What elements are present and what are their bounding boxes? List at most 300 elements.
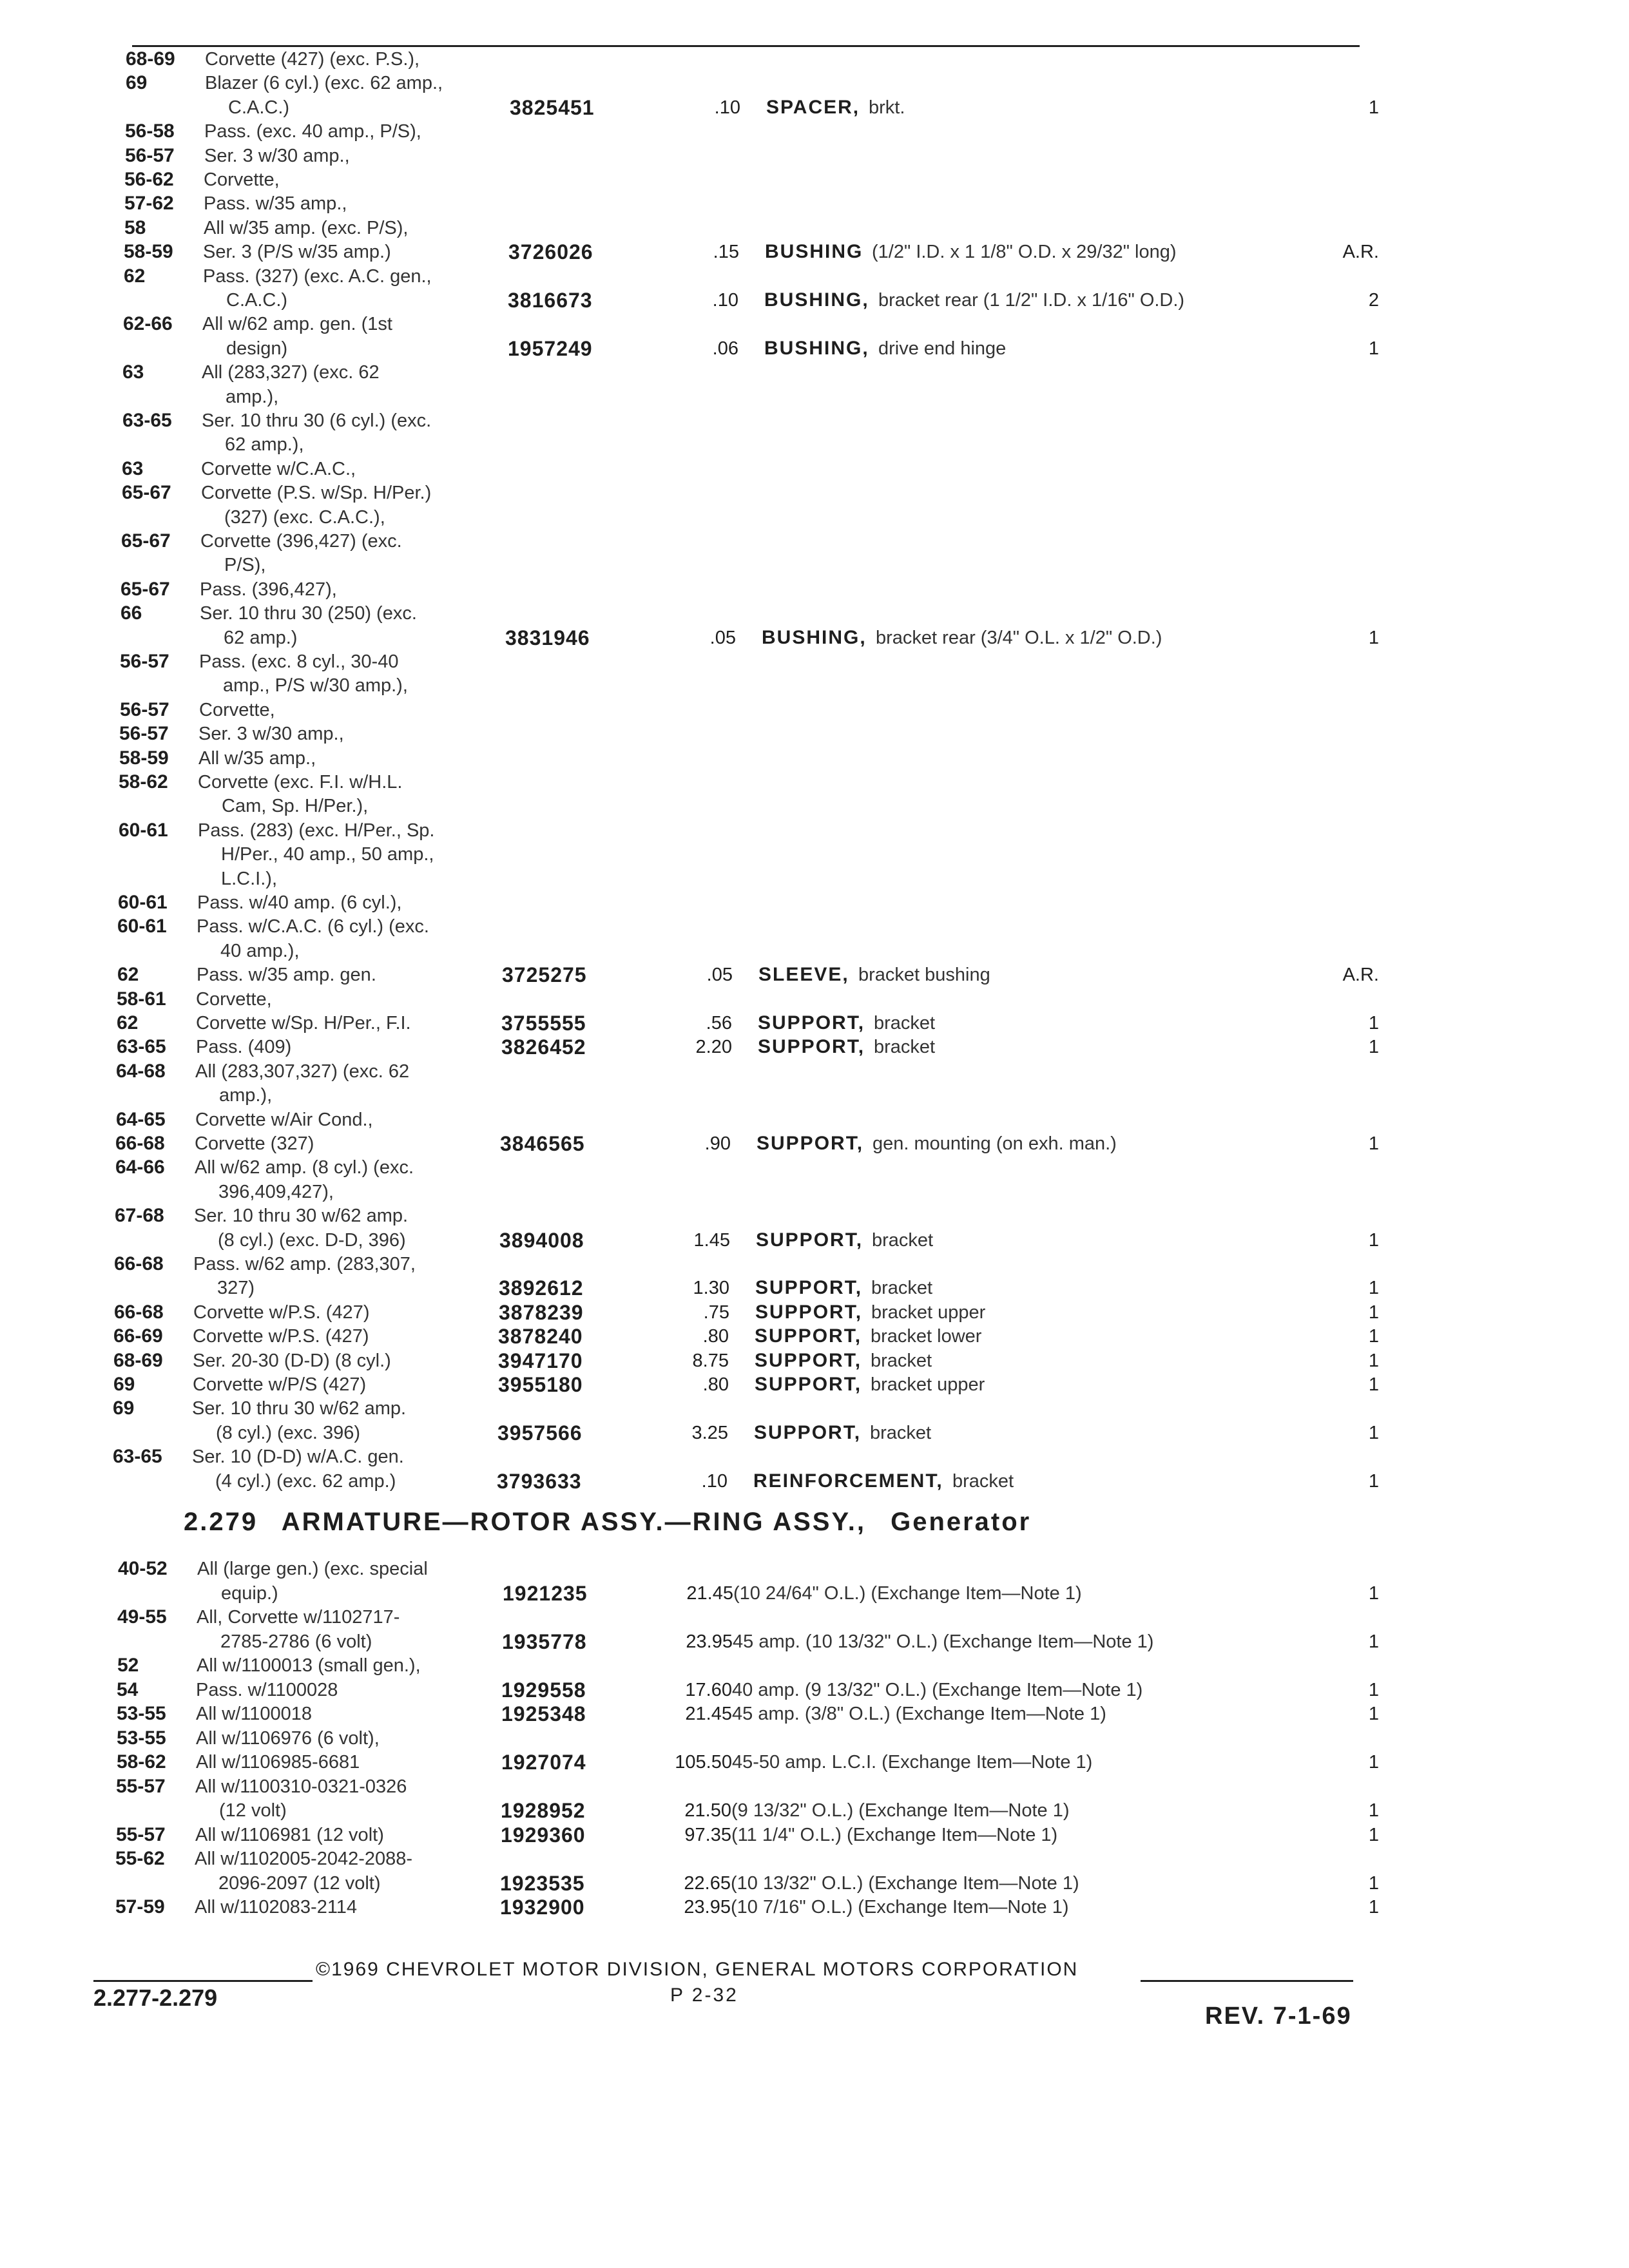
row-description: All w/62 amp. (8 cyl.) (exc. [195, 1157, 414, 1178]
row-part-spec: bracket bushing [858, 965, 990, 986]
row-price: 105.50 [675, 1752, 732, 1773]
row-part-number: 1935778 [502, 1629, 587, 1653]
table-row [0, 167, 1629, 193]
table-row [0, 1581, 1629, 1606]
table-row [0, 1059, 1629, 1084]
row-years: 40-52 [118, 1558, 168, 1579]
footer-rule-left [93, 1980, 313, 1982]
row-years: 58-62 [119, 771, 168, 793]
row-description: Ser. 3 (P/S w/35 amp.) [203, 242, 391, 263]
table-row [0, 432, 1629, 457]
row-description: Corvette (327) [195, 1133, 314, 1154]
row-quantity: 1 [1368, 1229, 1379, 1251]
row-description: C.A.C.) [228, 97, 290, 118]
row-part-name: SUPPORT, [758, 1036, 865, 1058]
row-description: L.C.I.), [221, 868, 278, 889]
row-part-spec: bracket [952, 1470, 1014, 1492]
row-description: Corvette w/Sp. H/Per., F.I. [196, 1013, 411, 1033]
row-description: Ser. 20-30 (D-D) (8 cyl.) [193, 1350, 391, 1371]
row-description: Pass. (327) (exc. A.C. gen., [203, 265, 432, 287]
row-description: (4 cyl.) (exc. 62 amp.) [215, 1470, 396, 1492]
row-part-number: 3947170 [498, 1349, 583, 1372]
table-row [0, 70, 1629, 96]
row-quantity: A.R. [1342, 965, 1379, 986]
table-row [0, 986, 1629, 1012]
row-price: .80 [702, 1326, 729, 1347]
row-quantity: 1 [1368, 1752, 1379, 1773]
row-years: 55-62 [115, 1848, 165, 1869]
row-part-spec: (10 7/16" O.L.) (Exchange Item—Note 1) [731, 1897, 1069, 1917]
table-row [0, 866, 1629, 892]
row-description: Pass. (exc. 8 cyl., 30-40 [199, 651, 399, 672]
row-part-number: 1929360 [501, 1823, 586, 1847]
row-years: 57-59 [115, 1896, 165, 1917]
table-row [0, 1822, 1629, 1848]
row-part-name: BUSHING [765, 241, 863, 263]
row-price: .10 [701, 1470, 728, 1492]
table-row [0, 1444, 1629, 1470]
row-price: .15 [713, 242, 739, 263]
row-quantity: 1 [1368, 1133, 1379, 1154]
table-row [0, 1629, 1629, 1655]
table-row [0, 215, 1629, 241]
row-part-spec: 45 amp. (3/8" O.L.) (Exchange Item—Note 1) [732, 1704, 1106, 1724]
table-row [0, 649, 1629, 675]
row-description: amp.), [226, 386, 279, 407]
table-row [0, 456, 1629, 482]
table-row [0, 191, 1629, 216]
row-description: All w/35 amp. (exc. P/S), [204, 217, 409, 238]
row-description: All w/1102005-2042-2088- [195, 1849, 413, 1869]
row-years: 63-65 [113, 1446, 162, 1468]
table-row [0, 625, 1629, 651]
row-description: amp.), [219, 1085, 273, 1106]
table-row [0, 1203, 1629, 1229]
row-price: 23.95 [686, 1631, 733, 1652]
row-part-name: BUSHING, [762, 626, 867, 648]
row-years: 58-62 [117, 1751, 166, 1773]
row-part-number: 1925348 [501, 1702, 586, 1725]
table-row [0, 890, 1629, 916]
row-part-spec: 45 amp. (10 13/32" O.L.) (Exchange Item—Note 1) [733, 1631, 1154, 1652]
row-years: 64-68 [116, 1060, 166, 1082]
table-row [0, 408, 1629, 434]
row-price: .10 [712, 290, 738, 311]
row-years: 63-65 [122, 410, 172, 431]
row-part-spec: bracket [871, 1350, 932, 1371]
row-years: 58-59 [119, 747, 169, 769]
table-row [0, 1798, 1629, 1823]
row-description: 40 amp.), [220, 940, 300, 961]
row-part-name: SUPPORT, [755, 1301, 863, 1323]
row-part-spec: drive end hinge [878, 338, 1007, 359]
row-description: Ser. 3 w/30 amp., [204, 145, 350, 166]
row-quantity: 1 [1368, 97, 1379, 118]
row-part-number: 3793633 [497, 1469, 582, 1493]
table-row [0, 793, 1629, 819]
table-row [0, 239, 1629, 265]
row-description: (8 cyl.) (exc. D-D, 396) [218, 1229, 406, 1251]
row-years: 66-68 [115, 1133, 165, 1154]
row-description: Ser. 10 thru 30 w/62 amp. [192, 1398, 407, 1419]
row-description: Ser. 10 thru 30 (250) (exc. [200, 603, 417, 624]
row-description: (8 cyl.) (exc. 396) [216, 1422, 360, 1443]
row-years: 62 [117, 1012, 139, 1033]
row-years: 68-69 [126, 48, 175, 70]
row-description: Corvette w/C.A.C., [201, 458, 356, 479]
row-description: Corvette w/P/S (427) [193, 1374, 367, 1395]
row-years: 55-57 [116, 1823, 166, 1845]
row-years: 62-66 [123, 313, 173, 335]
row-part-number: 3725275 [502, 963, 587, 987]
row-years: 68-69 [113, 1349, 163, 1371]
row-price: .75 [703, 1302, 729, 1323]
row-description: 2096-2097 (12 volt) [218, 1872, 381, 1894]
row-part-number: 3726026 [508, 240, 593, 264]
row-description: 327) [217, 1278, 255, 1299]
section-title: ARMATURE—ROTOR ASSY.—RING ASSY., [281, 1508, 866, 1536]
section-number: 2.279 [184, 1508, 258, 1536]
row-part-spec: (11 1/4" O.L.) (Exchange Item—Note 1) [731, 1824, 1058, 1845]
row-quantity: 2 [1368, 290, 1379, 311]
row-years: 58-59 [124, 241, 173, 263]
row-years: 53-55 [117, 1703, 166, 1724]
table-row [0, 1107, 1629, 1133]
row-part-name: SUPPORT, [755, 1349, 862, 1371]
row-price: 8.75 [692, 1350, 729, 1371]
row-description: All w/1106981 (12 volt) [195, 1824, 384, 1845]
row-description: All (283,327) (exc. 62 [202, 362, 380, 383]
row-part-spec: bracket upper [871, 1302, 986, 1323]
table-row [0, 1556, 1629, 1582]
row-part-spec: bracket [870, 1422, 932, 1443]
row-description: Corvette w/P.S. (427) [193, 1302, 370, 1323]
row-part-name: REINFORCEMENT, [753, 1470, 943, 1492]
table-row [0, 673, 1629, 698]
row-description: 396,409,427), [218, 1181, 334, 1202]
row-part-spec: bracket [874, 1037, 936, 1058]
row-part-spec: bracket upper [871, 1374, 985, 1395]
table-row [0, 1653, 1629, 1678]
row-part-name: SUPPORT, [758, 1012, 865, 1033]
row-quantity: 1 [1368, 1631, 1379, 1652]
row-part-number: 1921235 [503, 1581, 588, 1605]
table-row [0, 311, 1629, 337]
row-description: 62 amp.) [224, 627, 298, 648]
table-row [0, 1677, 1629, 1703]
row-description: Pass. w/1100028 [196, 1679, 338, 1700]
row-part-name: SPACER, [766, 96, 860, 118]
row-years: 58-61 [117, 988, 166, 1010]
row-price: 23.95 [684, 1897, 731, 1917]
row-part-number: 3755555 [501, 1012, 586, 1035]
row-part-spec: bracket [874, 1013, 936, 1033]
row-description: Corvette w/P.S. (427) [193, 1326, 369, 1347]
row-price: .10 [714, 97, 740, 118]
row-description: All w/1102083-2114 [195, 1897, 358, 1917]
row-quantity: 1 [1368, 1278, 1379, 1299]
row-description: Cam, Sp. H/Per.), [222, 796, 369, 817]
row-years: 56-57 [120, 651, 169, 672]
table-row [0, 1372, 1629, 1398]
row-part-spec: (10 13/32" O.L.) (Exchange Item—Note 1) [731, 1872, 1079, 1894]
row-part-number: 1928952 [501, 1799, 586, 1822]
table-row [0, 1894, 1629, 1920]
row-years: 64-66 [115, 1157, 165, 1178]
row-description: (12 volt) [219, 1800, 287, 1821]
row-description: Corvette (396,427) (exc. [200, 531, 402, 552]
row-description: Ser. 10 thru 30 w/62 amp. [194, 1206, 409, 1227]
row-years: 56-58 [125, 120, 175, 142]
footer-rule-right [1141, 1980, 1353, 1982]
row-description: Pass. (396,427), [200, 579, 337, 600]
row-description: Pass. (409) [196, 1037, 292, 1058]
table-row [0, 143, 1629, 169]
table-row [0, 818, 1629, 843]
row-years: 62 [117, 964, 139, 986]
row-description: All w/1100310-0321-0326 [195, 1776, 407, 1797]
row-years: 66 [120, 602, 142, 624]
row-price: .06 [712, 338, 738, 359]
row-part-number: 3826452 [501, 1035, 586, 1059]
row-part-spec: (10 24/64" O.L.) (Exchange Item—Note 1) [733, 1582, 1082, 1604]
table-row [0, 721, 1629, 747]
row-price: .56 [706, 1013, 732, 1033]
section-subtitle: Generator [891, 1508, 1032, 1536]
row-description: Corvette, [199, 699, 275, 720]
table-row [0, 1846, 1629, 1872]
row-description: Ser. 10 thru 30 (6 cyl.) (exc. [202, 410, 432, 431]
row-part-name: SUPPORT, [756, 1229, 863, 1251]
row-years: 63 [122, 361, 144, 383]
row-part-spec: bracket rear (1 1/2" I.D. x 1/16" O.D.) [878, 290, 1185, 311]
row-quantity: A.R. [1342, 242, 1379, 263]
row-description: Blazer (6 cyl.) (exc. 62 amp., [205, 73, 443, 94]
row-description: 2785-2786 (6 volt) [220, 1631, 372, 1652]
row-part-name: SUPPORT, [755, 1277, 863, 1299]
row-part-number: 3878240 [498, 1325, 583, 1349]
row-years: 54 [117, 1678, 139, 1700]
table-row [0, 1870, 1629, 1896]
row-description: Corvette (P.S. w/Sp. H/Per.) [201, 483, 432, 504]
row-years: 69 [113, 1374, 135, 1395]
row-description: 62 amp.), [225, 434, 304, 456]
row-years: 56-57 [119, 723, 169, 745]
row-description: All w/35 amp., [198, 747, 316, 769]
row-quantity: 1 [1368, 338, 1379, 359]
row-quantity: 1 [1368, 1037, 1379, 1058]
row-price: .05 [706, 965, 733, 986]
row-description: C.A.C.) [226, 290, 288, 311]
row-years: 56-57 [120, 698, 169, 720]
row-quantity: 1 [1368, 1897, 1379, 1917]
table-row [0, 528, 1629, 554]
row-years: 65-67 [120, 578, 170, 600]
row-years: 67-68 [115, 1205, 164, 1227]
table-row [0, 46, 1629, 72]
row-part-number: 3831946 [505, 626, 590, 649]
table-row [0, 1749, 1629, 1775]
table-row [0, 480, 1629, 506]
row-part-name: SLEEVE, [758, 964, 849, 986]
row-description: All w/1100018 [196, 1704, 313, 1724]
row-description: P/S), [224, 555, 266, 576]
row-years: 55-57 [116, 1775, 166, 1797]
table-row [0, 1082, 1629, 1108]
table-row [0, 1323, 1629, 1349]
row-price: .80 [702, 1374, 729, 1395]
table-row [0, 1701, 1629, 1727]
row-years: 56-62 [124, 169, 174, 190]
row-description: Ser. 10 (D-D) w/A.C. gen. [192, 1446, 404, 1468]
section-heading [184, 1508, 1046, 1537]
footer-copyright: ©1969 CHEVROLET MOTOR DIVISION, GENERAL MOTORS CORPORATION [316, 1959, 1079, 1980]
row-part-name: BUSHING, [764, 337, 869, 359]
row-quantity: 1 [1368, 627, 1379, 648]
table-row [0, 264, 1629, 289]
row-description: Corvette (427) (exc. P.S.), [205, 49, 420, 70]
row-part-number: 3892612 [499, 1276, 584, 1300]
row-description: Corvette w/Air Cond., [195, 1109, 373, 1130]
table-row [0, 1034, 1629, 1060]
table-row [0, 769, 1629, 795]
row-quantity: 1 [1368, 1422, 1379, 1443]
row-years: 57-62 [124, 193, 174, 215]
row-quantity: 1 [1368, 1470, 1379, 1492]
table-row [0, 914, 1629, 939]
row-years: 66-69 [113, 1325, 163, 1347]
row-description: Pass. w/40 amp. (6 cyl.), [197, 892, 402, 913]
row-price: .90 [704, 1133, 731, 1154]
table-row [0, 505, 1629, 530]
footer-revision: REV. 7-1-69 [1205, 2003, 1352, 2030]
table-row [0, 336, 1629, 361]
table-row [0, 1348, 1629, 1374]
row-part-number: 3846565 [500, 1132, 585, 1155]
row-quantity: 1 [1368, 1374, 1379, 1395]
row-quantity: 1 [1368, 1872, 1379, 1894]
row-description: Pass. w/35 amp. gen. [197, 965, 376, 986]
row-part-name: SUPPORT, [755, 1374, 862, 1395]
row-part-number: 3825451 [510, 95, 595, 119]
table-row [0, 1251, 1629, 1277]
row-description: All w/1100013 (small gen.), [197, 1655, 421, 1676]
row-years: 60-61 [119, 819, 168, 841]
row-price: 3.25 [691, 1422, 728, 1443]
row-years: 66-68 [114, 1301, 164, 1323]
row-part-spec: 40 amp. (9 13/32" O.L.) (Exchange Item—Note 1) [732, 1679, 1143, 1700]
table-row [0, 601, 1629, 626]
footer-section-code: 2.277-2.279 [93, 1984, 218, 2011]
row-description: Corvette, [204, 169, 280, 190]
table-row [0, 1179, 1629, 1205]
row-description: Corvette (exc. F.I. w/H.L. [198, 772, 403, 793]
table-row [0, 1774, 1629, 1800]
row-years: 53-55 [117, 1727, 166, 1749]
row-years: 69 [126, 72, 148, 94]
row-quantity: 1 [1368, 1824, 1379, 1845]
row-part-spec: bracket [871, 1278, 933, 1299]
row-years: 60-61 [118, 892, 168, 913]
row-price: 17.60 [685, 1679, 732, 1700]
row-description: All w/1106985-6681 [196, 1752, 360, 1773]
row-years: 56-57 [125, 144, 175, 166]
table-row [0, 1275, 1629, 1301]
row-description: equip.) [221, 1582, 278, 1604]
row-description: Pass. (283) (exc. H/Per., Sp. [198, 820, 435, 841]
row-description: All w/62 amp. gen. (1st [202, 314, 392, 335]
table-row [0, 577, 1629, 602]
row-quantity: 1 [1368, 1679, 1379, 1700]
row-description: Ser. 3 w/30 amp., [198, 724, 344, 745]
row-part-number: 3878239 [499, 1300, 584, 1324]
table-row [0, 745, 1629, 771]
row-price: .05 [709, 627, 736, 648]
row-description: (327) (exc. C.A.C.), [224, 506, 385, 528]
table-row [0, 119, 1629, 144]
row-part-name: SUPPORT, [757, 1133, 864, 1154]
row-description: H/Per., 40 amp., 50 amp., [221, 844, 434, 865]
row-years: 69 [113, 1398, 135, 1419]
table-row [0, 360, 1629, 385]
row-years: 64-65 [116, 1108, 166, 1130]
table-row [0, 1131, 1629, 1157]
row-description: Pass. (exc. 40 amp., P/S), [204, 121, 421, 142]
table-row [0, 938, 1629, 964]
table-row [0, 95, 1629, 120]
footer-page-number: P 2-32 [670, 1984, 738, 2006]
row-description: Corvette, [196, 988, 272, 1010]
row-part-number: 3957566 [497, 1421, 583, 1445]
row-description: All (large gen.) (exc. special [197, 1559, 428, 1579]
row-part-number: 3894008 [499, 1228, 584, 1252]
row-years: 62 [124, 265, 146, 287]
row-description: Pass. w/62 amp. (283,307, [193, 1254, 416, 1274]
row-quantity: 1 [1368, 1800, 1379, 1821]
row-years: 65-67 [121, 530, 171, 552]
table-row [0, 1010, 1629, 1036]
table-row [0, 962, 1629, 988]
table-row [0, 552, 1629, 578]
row-part-number: 3816673 [508, 289, 593, 312]
row-years: 63-65 [117, 1036, 166, 1058]
row-price: 97.35 [684, 1824, 731, 1845]
row-part-spec: (1/2" I.D. x 1 1/8" O.D. x 29/32" long) [872, 242, 1177, 263]
row-part-spec: (9 13/32" O.L.) (Exchange Item—Note 1) [731, 1800, 1070, 1821]
table-row [0, 1155, 1629, 1180]
table-row [0, 697, 1629, 723]
row-part-spec: 45-50 amp. L.C.I. (Exchange Item—Note 1) [732, 1752, 1093, 1773]
row-years: 49-55 [117, 1606, 167, 1628]
row-part-spec: bracket [872, 1229, 934, 1251]
row-price: 22.65 [684, 1872, 731, 1894]
row-description: All (283,307,327) (exc. 62 [195, 1061, 410, 1082]
row-part-spec: bracket rear (3/4" O.L. x 1/2" O.D.) [876, 627, 1162, 648]
table-row [0, 1604, 1629, 1630]
row-part-spec: brkt. [869, 97, 905, 118]
row-part-number: 1957249 [508, 336, 593, 360]
row-part-number: 1927074 [501, 1751, 586, 1774]
row-price: 1.30 [693, 1278, 729, 1299]
row-part-name: BUSHING, [764, 289, 869, 311]
row-description: amp., P/S w/30 amp.), [223, 675, 408, 697]
row-years: 52 [117, 1655, 139, 1676]
row-quantity: 1 [1368, 1350, 1379, 1371]
row-years: 66-68 [114, 1253, 164, 1274]
row-price: 21.45 [686, 1582, 733, 1604]
row-price: 21.45 [685, 1704, 732, 1724]
table-row [0, 1227, 1629, 1253]
